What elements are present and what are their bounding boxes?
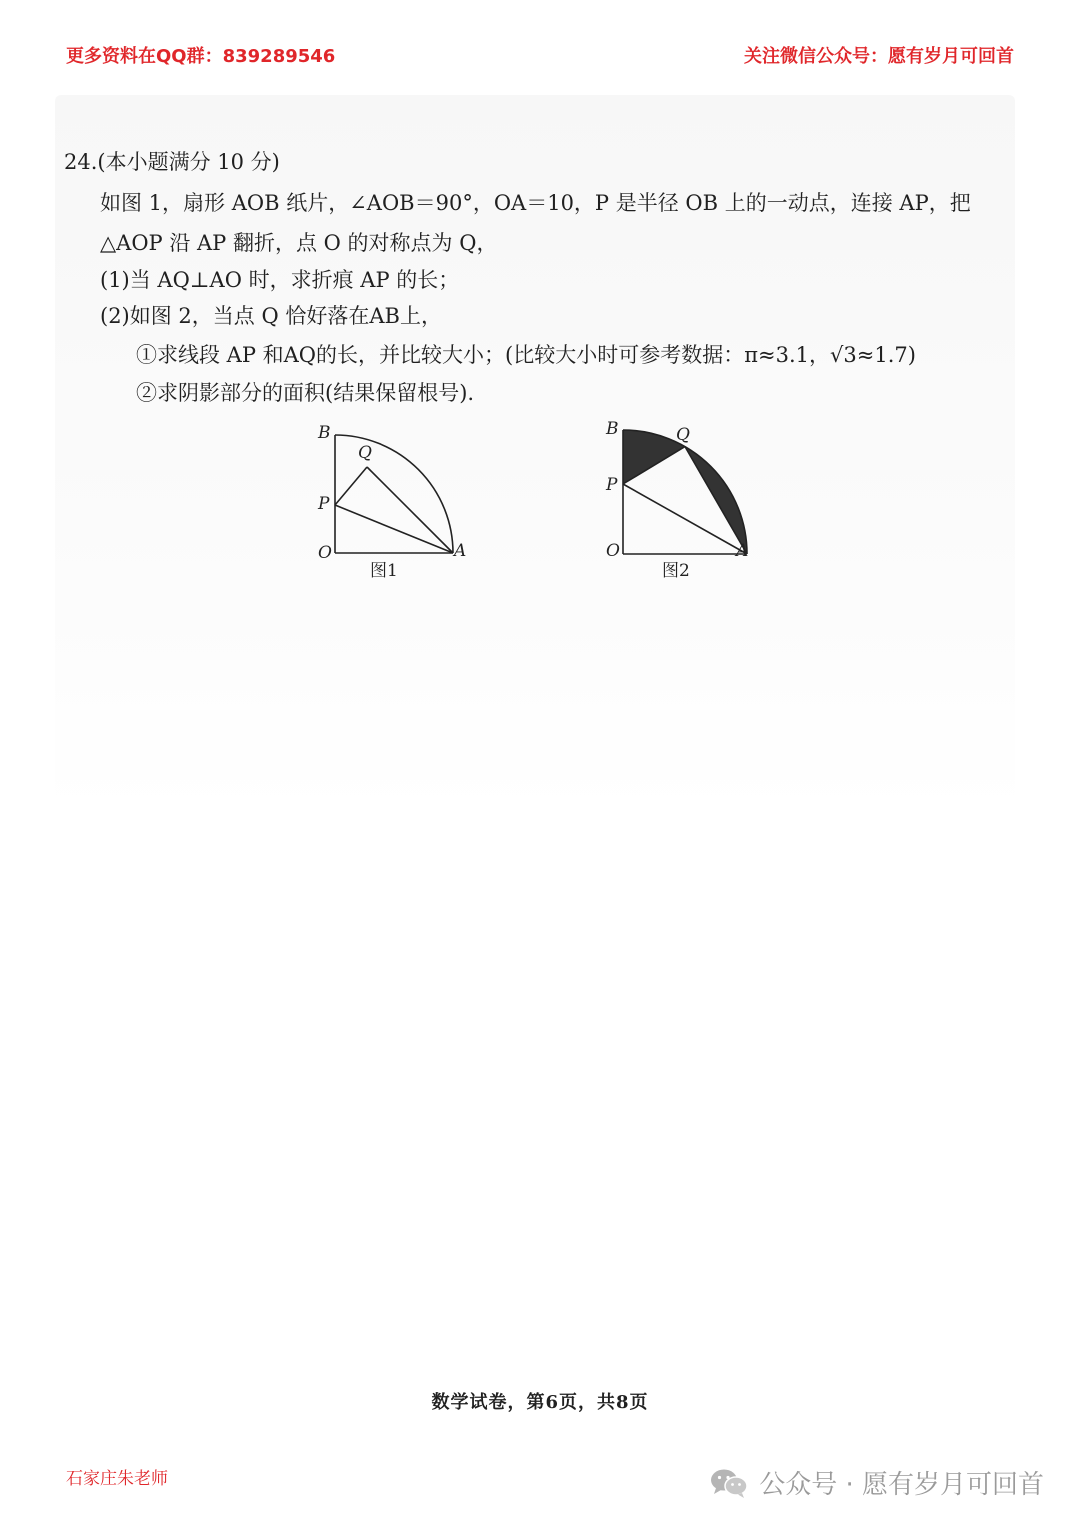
question-line-1: 如图 1，扇形 AOB 纸片，∠AOB＝90°，OA＝10，P 是半径 OB 上的一动点，连接 AP，把 [100, 191, 971, 215]
question-part-2-1: ①求线段 AP 和AQ的长，并比较大小；(比较大小时可参考数据：π≈3.1，√3≈1.7) [136, 343, 916, 367]
label-b: B [606, 419, 619, 439]
label-p: P [606, 475, 618, 495]
label-q: Q [358, 443, 372, 463]
label-a: A [454, 541, 467, 561]
label-a: A [736, 541, 749, 561]
question-line-2: △AOP 沿 AP 翻折，点 O 的对称点为 Q， [100, 231, 498, 255]
label-o: O [606, 541, 620, 561]
header-wechat: 关注微信公众号：愿有岁月可回首 [744, 46, 1014, 67]
wechat-icon [709, 1467, 749, 1499]
label-o: O [318, 543, 332, 563]
footer-watermark-text: 公众号 · 愿有岁月可回首 [759, 1470, 1044, 1500]
question-number: 24.(本小题满分 10 分) [64, 150, 280, 174]
label-q: Q [676, 425, 690, 445]
figure-2 [590, 410, 790, 590]
question-part-1: (1)当 AQ⊥AO 时，求折痕 AP 的长； [100, 268, 460, 292]
question-part-2-2: ②求阴影部分的面积(结果保留根号). [136, 381, 475, 405]
figure-1 [300, 410, 500, 590]
page-number: 数学试卷，第6页，共8页 [431, 1392, 649, 1413]
caption-fig-2: 图2 [662, 561, 690, 581]
segment-pq [335, 467, 367, 505]
segment-pa [335, 505, 453, 553]
caption-fig-1: 图1 [370, 561, 398, 581]
segment-qa [685, 447, 747, 554]
label-p: P [318, 494, 330, 514]
header-qq-group: 更多资料在QQ群：839289546 [66, 46, 336, 67]
footer-author: 石家庄朱老师 [66, 1469, 168, 1489]
label-b: B [318, 423, 331, 443]
segment-qa [367, 467, 453, 553]
question-part-2: (2)如图 2，当点 Q 恰好落在AB上， [100, 304, 442, 328]
footer-watermark [709, 1464, 1044, 1501]
